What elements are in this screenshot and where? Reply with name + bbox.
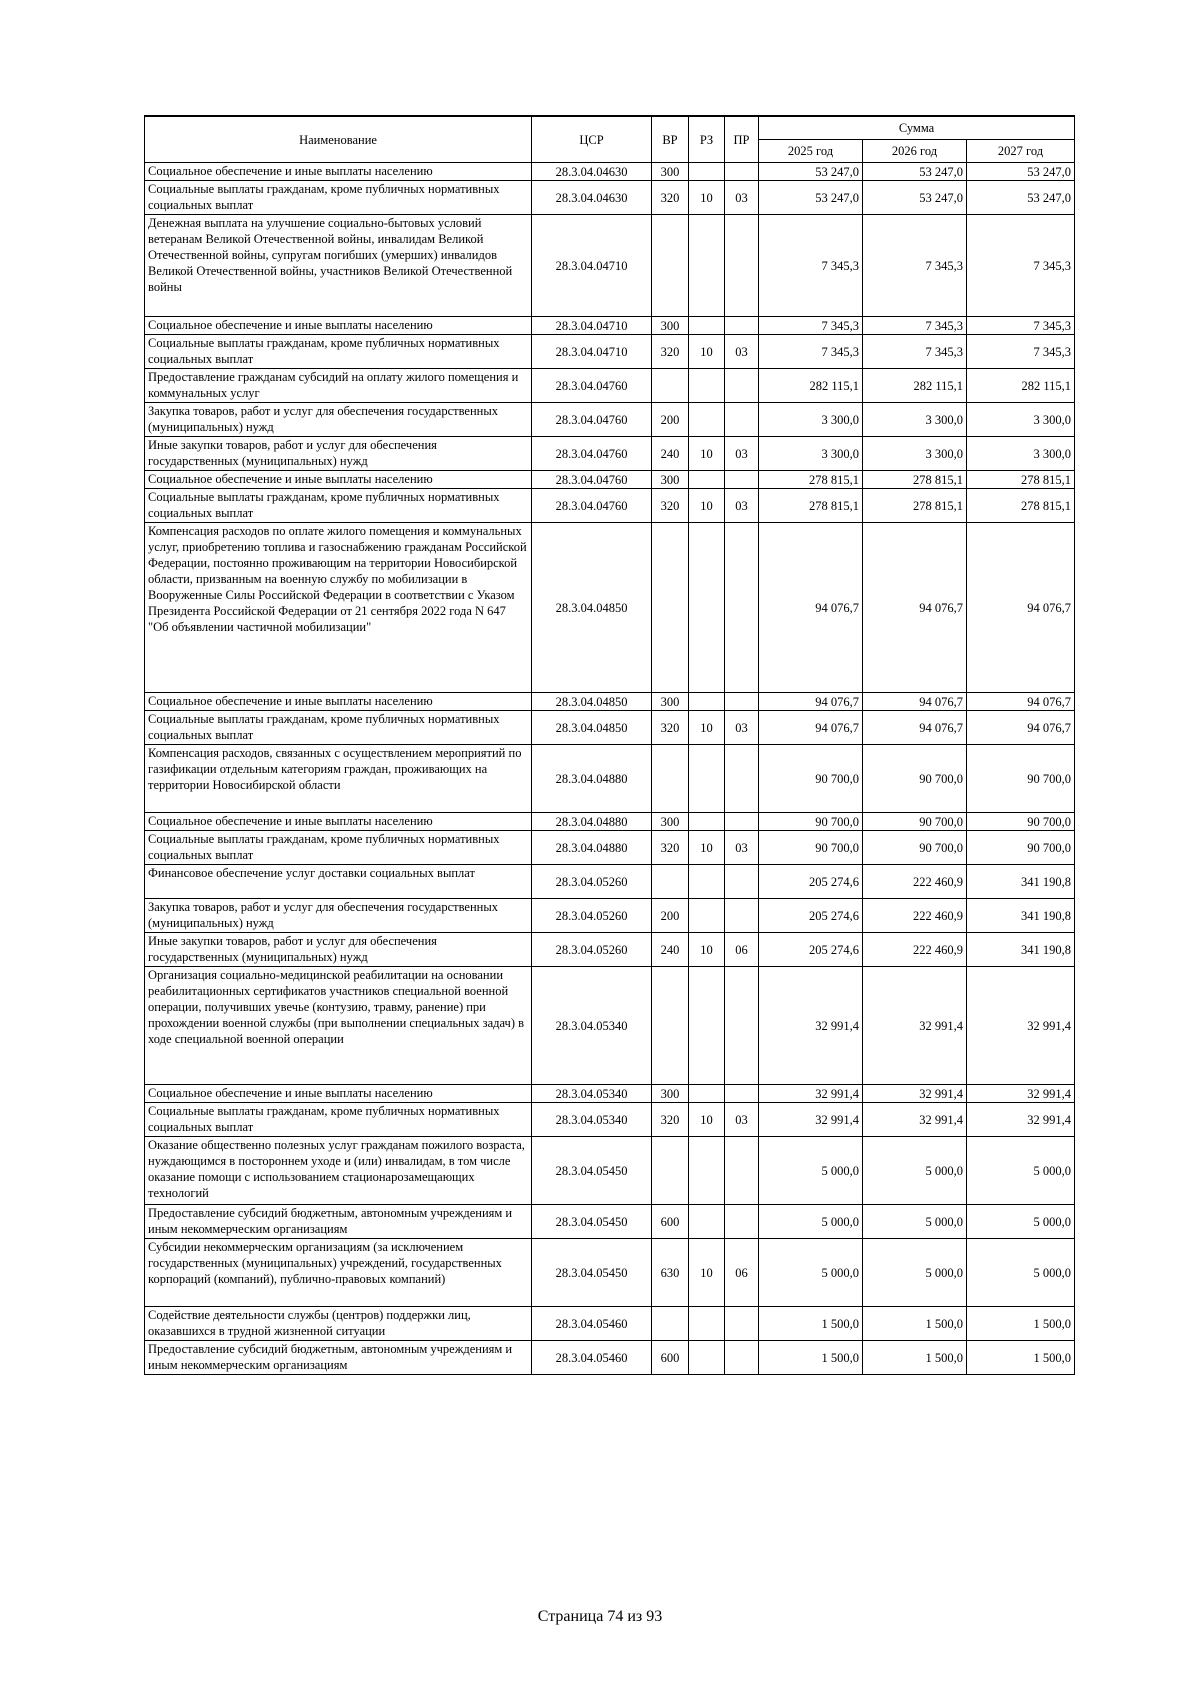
row-sum-2025: 3 300,0	[759, 403, 863, 437]
header-name: Наименование	[145, 116, 532, 163]
row-sum-2027: 32 991,4	[967, 967, 1075, 1085]
row-csr: 28.3.04.04760	[532, 437, 652, 471]
row-vr	[652, 369, 689, 403]
row-csr: 28.3.04.04850	[532, 523, 652, 693]
row-sum-2026: 94 076,7	[863, 523, 967, 693]
row-pr: 06	[725, 933, 759, 967]
row-name: Социальное обеспечение и иные выплаты населению	[145, 813, 532, 831]
row-sum-2025: 5 000,0	[759, 1205, 863, 1239]
row-sum-2027: 90 700,0	[967, 813, 1075, 831]
row-csr: 28.3.04.04850	[532, 711, 652, 745]
row-csr: 28.3.04.04630	[532, 181, 652, 215]
row-sum-2026: 278 815,1	[863, 471, 967, 489]
table-row	[145, 163, 1075, 181]
table-row	[145, 865, 1075, 899]
header-csr: ЦСР	[532, 116, 652, 163]
row-pr	[725, 523, 759, 693]
row-pr	[725, 865, 759, 899]
row-sum-2026: 5 000,0	[863, 1239, 967, 1307]
row-rz	[689, 1307, 725, 1341]
row-sum-2026: 222 460,9	[863, 865, 967, 899]
row-vr: 300	[652, 317, 689, 335]
row-csr: 28.3.04.04630	[532, 163, 652, 181]
row-csr: 28.3.04.05260	[532, 865, 652, 899]
row-name: Компенсация расходов, связанных с осуществлением мероприятий по газификации отдельным категориям граждан, проживающих на территории Новосибирской области	[145, 745, 532, 813]
header-rz: РЗ	[689, 116, 725, 163]
row-sum-2025: 7 345,3	[759, 317, 863, 335]
row-pr	[725, 317, 759, 335]
table-row	[145, 1137, 1075, 1205]
row-vr: 320	[652, 711, 689, 745]
row-pr	[725, 403, 759, 437]
table-row	[145, 933, 1075, 967]
row-pr: 03	[725, 831, 759, 865]
row-name: Компенсация расходов по оплате жилого помещения и коммунальных услуг, приобретению топлива и газоснабжению гражданам Российской Федерации, постоянно проживающим на территории Новосибирской области, призванным на военную службу по мобилизации в Вооруженные Силы Российской Федерации в соответствии с Указом Президента Российской Федерации от 21 сентября 2022 года N 647 "Об объявлении частичной мобилизации"	[145, 523, 532, 693]
row-vr	[652, 745, 689, 813]
row-sum-2025: 94 076,7	[759, 711, 863, 745]
row-csr: 28.3.04.04760	[532, 471, 652, 489]
row-sum-2027: 278 815,1	[967, 471, 1075, 489]
row-sum-2027: 94 076,7	[967, 711, 1075, 745]
row-rz	[689, 403, 725, 437]
row-sum-2026: 53 247,0	[863, 181, 967, 215]
row-sum-2025: 205 274,6	[759, 865, 863, 899]
row-pr: 03	[725, 711, 759, 745]
row-name: Социальное обеспечение и иные выплаты населению	[145, 1085, 532, 1103]
row-sum-2027: 32 991,4	[967, 1085, 1075, 1103]
header-year-2026: 2026 год	[863, 140, 967, 163]
row-sum-2025: 53 247,0	[759, 181, 863, 215]
row-vr	[652, 967, 689, 1085]
row-sum-2025: 94 076,7	[759, 693, 863, 711]
row-sum-2026: 94 076,7	[863, 711, 967, 745]
row-rz	[689, 865, 725, 899]
row-sum-2025: 90 700,0	[759, 831, 863, 865]
row-csr: 28.3.04.05340	[532, 1085, 652, 1103]
row-vr: 300	[652, 693, 689, 711]
row-csr: 28.3.04.04880	[532, 745, 652, 813]
header-pr: ПР	[725, 116, 759, 163]
row-sum-2026: 222 460,9	[863, 899, 967, 933]
row-name: Социальные выплаты гражданам, кроме публичных нормативных социальных выплат	[145, 489, 532, 523]
row-sum-2026: 32 991,4	[863, 1085, 967, 1103]
row-rz: 10	[689, 181, 725, 215]
table-row	[145, 1205, 1075, 1239]
row-vr	[652, 865, 689, 899]
row-pr	[725, 1137, 759, 1205]
row-name: Иные закупки товаров, работ и услуг для обеспечения государственных (муниципальных) нужд	[145, 933, 532, 967]
row-vr: 300	[652, 471, 689, 489]
row-csr: 28.3.04.05260	[532, 933, 652, 967]
row-rz: 10	[689, 1103, 725, 1137]
row-vr: 600	[652, 1341, 689, 1375]
row-sum-2027: 3 300,0	[967, 403, 1075, 437]
row-sum-2026: 32 991,4	[863, 1103, 967, 1137]
row-vr: 600	[652, 1205, 689, 1239]
row-sum-2027: 53 247,0	[967, 181, 1075, 215]
row-pr: 06	[725, 1239, 759, 1307]
row-sum-2026: 282 115,1	[863, 369, 967, 403]
row-name: Денежная выплата на улучшение социально-бытовых условий ветеранам Великой Отечественной войны, инвалидам Великой Отечественной войны, супругам погибших (умерших) инвалидов Великой Отечественной войны, участников Великой Отечественной войны	[145, 215, 532, 317]
table-header	[145, 116, 1075, 163]
row-sum-2025: 5 000,0	[759, 1239, 863, 1307]
row-vr: 300	[652, 813, 689, 831]
row-vr: 240	[652, 437, 689, 471]
row-sum-2027: 1 500,0	[967, 1341, 1075, 1375]
row-name: Социальные выплаты гражданам, кроме публичных нормативных социальных выплат	[145, 711, 532, 745]
row-rz	[689, 693, 725, 711]
row-csr: 28.3.04.04880	[532, 813, 652, 831]
table-row	[145, 711, 1075, 745]
row-sum-2026: 5 000,0	[863, 1137, 967, 1205]
row-pr: 03	[725, 335, 759, 369]
row-csr: 28.3.04.05340	[532, 1103, 652, 1137]
row-sum-2026: 1 500,0	[863, 1307, 967, 1341]
table-row	[145, 369, 1075, 403]
row-name: Закупка товаров, работ и услуг для обеспечения государственных (муниципальных) нужд	[145, 403, 532, 437]
row-sum-2027: 5 000,0	[967, 1239, 1075, 1307]
row-sum-2025: 53 247,0	[759, 163, 863, 181]
row-sum-2025: 90 700,0	[759, 745, 863, 813]
row-sum-2026: 90 700,0	[863, 831, 967, 865]
row-vr: 320	[652, 181, 689, 215]
row-vr: 320	[652, 831, 689, 865]
table-body	[145, 163, 1075, 1375]
table-row	[145, 335, 1075, 369]
row-sum-2025: 32 991,4	[759, 967, 863, 1085]
row-sum-2025: 278 815,1	[759, 489, 863, 523]
row-sum-2025: 5 000,0	[759, 1137, 863, 1205]
row-pr	[725, 1205, 759, 1239]
row-rz	[689, 813, 725, 831]
row-rz	[689, 471, 725, 489]
row-rz	[689, 1137, 725, 1205]
row-vr: 320	[652, 489, 689, 523]
row-sum-2025: 90 700,0	[759, 813, 863, 831]
table-row	[145, 693, 1075, 711]
table-row	[145, 489, 1075, 523]
table-row	[145, 403, 1075, 437]
row-name: Социальное обеспечение и иные выплаты населению	[145, 163, 532, 181]
row-rz	[689, 317, 725, 335]
row-sum-2027: 7 345,3	[967, 335, 1075, 369]
table-row	[145, 437, 1075, 471]
row-rz	[689, 899, 725, 933]
row-rz	[689, 745, 725, 813]
row-vr: 320	[652, 335, 689, 369]
row-name: Иные закупки товаров, работ и услуг для обеспечения государственных (муниципальных) нужд	[145, 437, 532, 471]
row-sum-2026: 90 700,0	[863, 745, 967, 813]
row-sum-2025: 94 076,7	[759, 523, 863, 693]
row-sum-2026: 3 300,0	[863, 437, 967, 471]
table-row	[145, 745, 1075, 813]
row-sum-2027: 278 815,1	[967, 489, 1075, 523]
row-sum-2027: 3 300,0	[967, 437, 1075, 471]
row-name: Социальные выплаты гражданам, кроме публичных нормативных социальных выплат	[145, 335, 532, 369]
row-name: Организация социально-медицинской реабилитации на основании реабилитационных сертификатов участников специальной военной операции, получивших увечье (контузию, травму, ранение) при прохождении военной службы (при выполнении специальных задач) в ходе специальной военной операции	[145, 967, 532, 1085]
row-csr: 28.3.04.04760	[532, 489, 652, 523]
row-rz	[689, 1341, 725, 1375]
row-rz: 10	[689, 489, 725, 523]
row-sum-2026: 90 700,0	[863, 813, 967, 831]
row-name: Закупка товаров, работ и услуг для обеспечения государственных (муниципальных) нужд	[145, 899, 532, 933]
row-sum-2027: 90 700,0	[967, 831, 1075, 865]
row-sum-2027: 32 991,4	[967, 1103, 1075, 1137]
row-sum-2026: 7 345,3	[863, 335, 967, 369]
row-vr: 300	[652, 1085, 689, 1103]
row-pr	[725, 1307, 759, 1341]
row-rz	[689, 369, 725, 403]
row-vr: 300	[652, 163, 689, 181]
table-row	[145, 181, 1075, 215]
row-sum-2027: 90 700,0	[967, 745, 1075, 813]
row-sum-2025: 1 500,0	[759, 1307, 863, 1341]
row-sum-2025: 205 274,6	[759, 933, 863, 967]
row-vr: 320	[652, 1103, 689, 1137]
row-sum-2027: 7 345,3	[967, 215, 1075, 317]
row-name: Предоставление субсидий бюджетным, автономным учреждениям и иным некоммерческим организациям	[145, 1205, 532, 1239]
row-sum-2025: 32 991,4	[759, 1103, 863, 1137]
row-name: Содействие деятельности службы (центров) поддержки лиц, оказавшихся в трудной жизненной ситуации	[145, 1307, 532, 1341]
row-csr: 28.3.04.05460	[532, 1307, 652, 1341]
row-sum-2025: 32 991,4	[759, 1085, 863, 1103]
row-name: Социальное обеспечение и иные выплаты населению	[145, 471, 532, 489]
row-sum-2027: 1 500,0	[967, 1307, 1075, 1341]
row-sum-2026: 3 300,0	[863, 403, 967, 437]
row-pr	[725, 1085, 759, 1103]
row-csr: 28.3.04.04710	[532, 317, 652, 335]
table-row	[145, 1307, 1075, 1341]
table-row	[145, 967, 1075, 1085]
row-rz	[689, 163, 725, 181]
row-sum-2025: 7 345,3	[759, 215, 863, 317]
row-rz: 10	[689, 711, 725, 745]
row-sum-2027: 282 115,1	[967, 369, 1075, 403]
table-row	[145, 1341, 1075, 1375]
row-rz: 10	[689, 437, 725, 471]
row-sum-2027: 94 076,7	[967, 523, 1075, 693]
row-pr	[725, 369, 759, 403]
row-pr	[725, 163, 759, 181]
row-rz	[689, 215, 725, 317]
row-name: Субсидии некоммерческим организациям (за исключением государственных (муниципальных) учреждений, государственных корпораций (компаний), публично-правовых компаний)	[145, 1239, 532, 1307]
row-sum-2027: 5 000,0	[967, 1137, 1075, 1205]
row-pr	[725, 967, 759, 1085]
row-csr: 28.3.04.04760	[532, 403, 652, 437]
row-csr: 28.3.04.04710	[532, 335, 652, 369]
row-sum-2026: 222 460,9	[863, 933, 967, 967]
table-row	[145, 1085, 1075, 1103]
row-sum-2026: 94 076,7	[863, 693, 967, 711]
row-vr: 200	[652, 899, 689, 933]
row-name: Финансовое обеспечение услуг доставки социальных выплат	[145, 865, 532, 899]
row-name: Предоставление гражданам субсидий на оплату жилого помещения и коммунальных услуг	[145, 369, 532, 403]
row-csr: 28.3.04.04880	[532, 831, 652, 865]
table-row	[145, 899, 1075, 933]
row-sum-2027: 53 247,0	[967, 163, 1075, 181]
row-csr: 28.3.04.04710	[532, 215, 652, 317]
row-csr: 28.3.04.05450	[532, 1137, 652, 1205]
table-row	[145, 1239, 1075, 1307]
row-sum-2027: 7 345,3	[967, 317, 1075, 335]
row-csr: 28.3.04.05450	[532, 1205, 652, 1239]
row-name: Социальные выплаты гражданам, кроме публичных нормативных социальных выплат	[145, 831, 532, 865]
row-sum-2027: 341 190,8	[967, 865, 1075, 899]
row-rz	[689, 523, 725, 693]
row-pr	[725, 899, 759, 933]
row-sum-2026: 7 345,3	[863, 317, 967, 335]
table-row	[145, 523, 1075, 693]
row-vr: 200	[652, 403, 689, 437]
row-pr	[725, 813, 759, 831]
row-name: Социальное обеспечение и иные выплаты населению	[145, 317, 532, 335]
row-sum-2027: 94 076,7	[967, 693, 1075, 711]
header-year-2027: 2027 год	[967, 140, 1075, 163]
row-vr: 240	[652, 933, 689, 967]
row-csr: 28.3.04.05340	[532, 967, 652, 1085]
row-name: Социальные выплаты гражданам, кроме публичных нормативных социальных выплат	[145, 1103, 532, 1137]
row-vr	[652, 215, 689, 317]
row-sum-2026: 53 247,0	[863, 163, 967, 181]
row-vr	[652, 523, 689, 693]
budget-table	[144, 115, 1075, 1375]
row-pr: 03	[725, 1103, 759, 1137]
row-rz: 10	[689, 1239, 725, 1307]
row-rz	[689, 1205, 725, 1239]
row-pr	[725, 1341, 759, 1375]
row-sum-2026: 5 000,0	[863, 1205, 967, 1239]
row-pr	[725, 471, 759, 489]
row-csr: 28.3.04.05450	[532, 1239, 652, 1307]
row-sum-2026: 278 815,1	[863, 489, 967, 523]
row-name: Оказание общественно полезных услуг гражданам пожилого возраста, нуждающимся в постороннем уходе и (или) инвалидам, в том числе оказание помощи с использованием стационарозамещающих технологий	[145, 1137, 532, 1205]
row-pr	[725, 215, 759, 317]
row-sum-2025: 282 115,1	[759, 369, 863, 403]
row-sum-2025: 7 345,3	[759, 335, 863, 369]
row-pr: 03	[725, 181, 759, 215]
row-sum-2025: 1 500,0	[759, 1341, 863, 1375]
row-sum-2025: 205 274,6	[759, 899, 863, 933]
row-rz	[689, 967, 725, 1085]
row-rz	[689, 1085, 725, 1103]
table-row	[145, 215, 1075, 317]
row-vr: 630	[652, 1239, 689, 1307]
row-csr: 28.3.04.05460	[532, 1341, 652, 1375]
header-year-2025: 2025 год	[759, 140, 863, 163]
row-csr: 28.3.04.04760	[532, 369, 652, 403]
row-rz: 10	[689, 933, 725, 967]
row-csr: 28.3.04.05260	[532, 899, 652, 933]
row-name: Социальное обеспечение и иные выплаты населению	[145, 693, 532, 711]
row-rz: 10	[689, 831, 725, 865]
table-row	[145, 317, 1075, 335]
row-sum-2026: 1 500,0	[863, 1341, 967, 1375]
table-row	[145, 471, 1075, 489]
row-pr	[725, 745, 759, 813]
table-row	[145, 1103, 1075, 1137]
row-rz: 10	[689, 335, 725, 369]
row-vr	[652, 1307, 689, 1341]
row-vr	[652, 1137, 689, 1205]
row-csr: 28.3.04.04850	[532, 693, 652, 711]
header-sum: Сумма	[759, 116, 1075, 140]
row-name: Предоставление субсидий бюджетным, автономным учреждениям и иным некоммерческим организациям	[145, 1341, 532, 1375]
table-row	[145, 813, 1075, 831]
row-sum-2027: 341 190,8	[967, 933, 1075, 967]
table-row	[145, 831, 1075, 865]
header-vr: ВР	[652, 116, 689, 163]
row-sum-2026: 7 345,3	[863, 215, 967, 317]
row-sum-2025: 3 300,0	[759, 437, 863, 471]
page-number: Страница 74 из 93	[537, 1608, 663, 1625]
row-sum-2027: 5 000,0	[967, 1205, 1075, 1239]
row-pr: 03	[725, 489, 759, 523]
row-sum-2025: 278 815,1	[759, 471, 863, 489]
row-pr	[725, 693, 759, 711]
row-sum-2027: 341 190,8	[967, 899, 1075, 933]
row-pr: 03	[725, 437, 759, 471]
row-sum-2026: 32 991,4	[863, 967, 967, 1085]
row-name: Социальные выплаты гражданам, кроме публичных нормативных социальных выплат	[145, 181, 532, 215]
